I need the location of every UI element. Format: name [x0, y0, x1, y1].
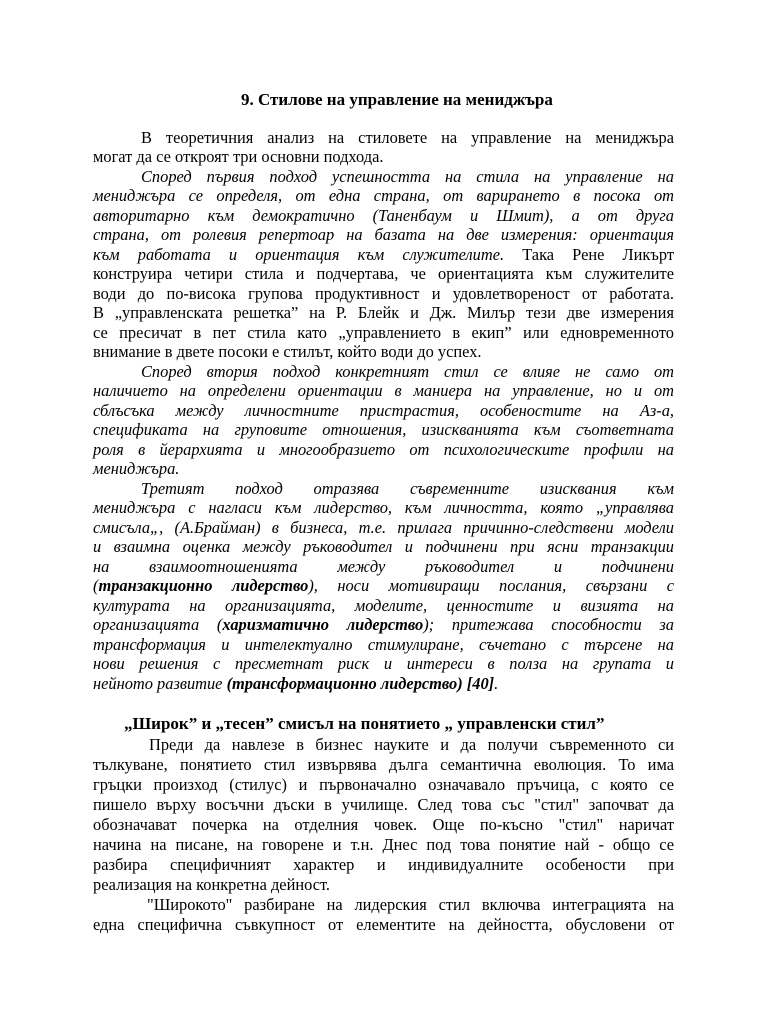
text-line: наличието на определени ориентации в маниера на управление, но и от — [93, 381, 674, 400]
text-line: тълкуване, понятието стил извървява дълга семантична еволюция. То има — [93, 755, 674, 774]
text-span: нейното развитие — [93, 674, 227, 693]
text-line: Преди да навлезе в бизнес науките и да получи съвременното си — [149, 735, 674, 754]
text-line: В теоретичния анализ на стиловете на управление на мениджъра — [141, 128, 674, 147]
text-line: се пресичат в пет стила като „управлението в екип” или едновременното — [93, 323, 674, 342]
bold-span: транзакционно лидерство — [98, 576, 309, 595]
text-line: конструира четири стила и подчертава, че ориентацията към служителите — [93, 264, 674, 283]
text-line: Според първия подход успешността на стила на управление на — [141, 167, 674, 186]
text-span: организацията ( — [93, 615, 223, 634]
text-line: мениджъра. — [93, 459, 180, 478]
text-span: . — [494, 674, 499, 693]
text-line: Според втория подход конкретният стил се влияе не само от — [141, 362, 674, 381]
text-line: сблъсъка между личностните пристрастия, особеностите на Аз-а, — [93, 401, 674, 420]
text-line: разбира специфичният характер и индивидуалните особености при — [93, 855, 674, 874]
text-line: пишело върху восъчни дъски в училище. След това със "стил" започват да — [93, 795, 674, 814]
text-line: спецификата на груповите отношения, изискванията към съответната — [93, 420, 674, 439]
section-title: 9. Стилове на управление на мениджъра — [241, 90, 553, 109]
text-span: Така Рене Ликърт — [504, 245, 674, 264]
text-line — [93, 615, 674, 635]
text-line: "Широкото" разбиране на лидерския стил включва интеграцията на — [147, 895, 674, 914]
text-line: начина на писане, на говорене и т.н. Днес под това понятие най - общо се — [93, 835, 674, 854]
text-line: В „управленската решетка” на Р. Блейк и Дж. Милър тези две измерения — [93, 303, 674, 322]
text-line: нови решения с пресметнат риск и интереси в полза на групата и — [93, 654, 674, 673]
text-line: гръцки произход (стилус) и първоначално означавало пръчица, с която се — [93, 775, 674, 794]
text-line: една специфична съвкупност от елементите на дейността, обусловени от — [93, 915, 674, 934]
text-line: страна, от ролевия репертоар на базата на две измерения: ориентация — [93, 225, 674, 244]
subsection-title: „Широк” и „тесен” смисъл на понятието „ управленски стил” — [124, 714, 605, 733]
text-line — [93, 245, 674, 265]
text-line: роля в йерархията и многообразието от психологическите профили на — [93, 440, 674, 459]
text-line: на взаимоотношенията между ръководител и подчинени — [93, 557, 674, 576]
text-line — [93, 674, 674, 694]
text-line: внимание в двете посоки е стилът, който води до успех. — [93, 342, 482, 361]
text-line: мениджъра се определя, от една страна, от варирането в посока от — [93, 186, 674, 205]
bold-span: харизматично лидерство — [222, 615, 424, 634]
text-line: реализация на конкретна дейност. — [93, 875, 331, 894]
bold-span: (трансформационно лидерство) [40] — [226, 674, 495, 693]
text-line: води до по-висока групова продуктивност и удовлетвореност от работата. — [93, 284, 674, 303]
text-line: смисъла„, (А.Брайман) в бизнеса, т.е. прилага причинно-следствени модели — [93, 518, 674, 537]
text-line: Третият подход отразява съвременните изисквания към — [141, 479, 674, 498]
text-span: ( — [93, 576, 99, 595]
text-line: авторитарно към демократично (Таненбаум и Шмит), а от друга — [93, 206, 674, 225]
text-span: ); притежава способности за — [423, 615, 675, 634]
text-line: културата на организацията, моделите, ценностите и визията на — [93, 596, 674, 615]
text-line: трансформация и интелектуално стимулиране, съчетано с търсене на — [93, 635, 674, 654]
text-line: и взаимна оценка между ръководител и подчинени при ясни транзакции — [93, 537, 674, 556]
text-line: мениджъра с нагласи към лидерство, към личността, която „управлява — [93, 498, 674, 517]
text-span: ), носи мотивиращи послания, свързани с — [308, 576, 675, 595]
text-line — [93, 576, 674, 596]
text-line: обозначават почерка на отделния човек. Още по-късно "стил" наричат — [93, 815, 674, 834]
italic-span: към работата и ориентация към служителите. — [93, 245, 505, 264]
text-line: могат да се откроят три основни подхода. — [93, 147, 384, 166]
